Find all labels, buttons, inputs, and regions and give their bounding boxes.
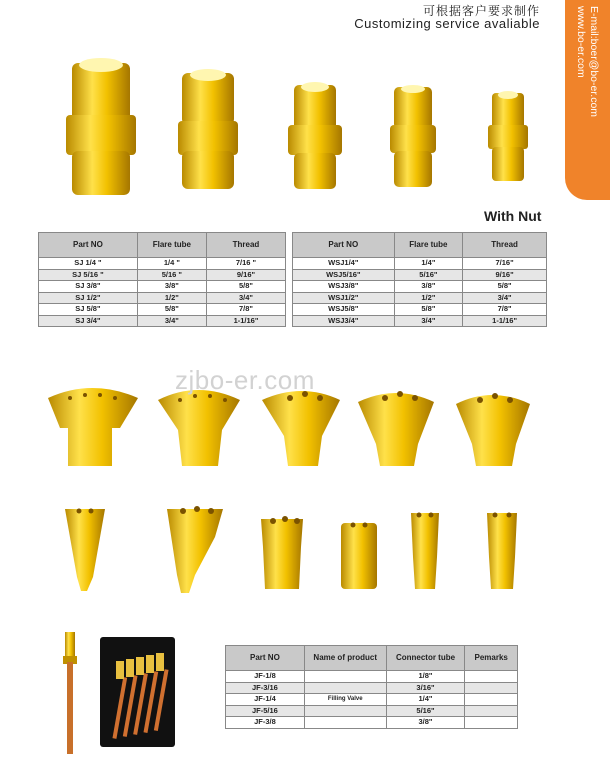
nozzle-6 — [65, 509, 105, 591]
cell: WSJ5/16" — [293, 269, 395, 281]
table-row — [293, 281, 547, 293]
cell: 5/8" — [137, 304, 206, 316]
nozzle-11 — [487, 513, 517, 589]
cell: 3/4" — [206, 292, 285, 304]
watermark: zjbo-er.com — [175, 365, 315, 395]
col-header: Thread — [206, 233, 285, 258]
table-row — [293, 315, 547, 327]
cell: 3/4" — [394, 315, 463, 327]
cell: 1/4" — [394, 258, 463, 270]
col-header: Part NO — [226, 646, 305, 671]
col-header: Thread — [463, 233, 547, 258]
table-jf — [225, 645, 518, 729]
filling-valve-photo — [55, 632, 85, 757]
col-header: Connector tube — [386, 646, 465, 671]
cell: WSJ5/8" — [293, 304, 395, 316]
cell: 9/16" — [206, 269, 285, 281]
table-row — [226, 682, 518, 694]
cell: 1-1/16" — [463, 315, 547, 327]
cell: 1/2" — [137, 292, 206, 304]
cell: WSJ1/2" — [293, 292, 395, 304]
table-row — [293, 269, 547, 281]
cell: JF-3/16 — [226, 682, 305, 694]
cell: SJ 5/8" — [39, 304, 138, 316]
col-header: Part NO — [293, 233, 395, 258]
cell: JF-3/8 — [226, 717, 305, 729]
nozzle-9 — [341, 523, 377, 589]
nozzle-photos-row2 — [55, 497, 535, 597]
table-row — [293, 304, 547, 316]
cell: 5/8" — [463, 281, 547, 293]
cell: 3/4" — [137, 315, 206, 327]
filling-valve-group-photo — [100, 637, 175, 747]
table-sj — [38, 232, 286, 327]
cell: 1/4" — [386, 694, 465, 706]
cell: 3/8" — [394, 281, 463, 293]
cell: SJ 1/2" — [39, 292, 138, 304]
cell: 1-1/16" — [206, 315, 285, 327]
cell: 5/16 " — [137, 269, 206, 281]
contact-tag-text — [574, 6, 600, 117]
cell: JF-5/16 — [226, 705, 305, 717]
cell: 7/8" — [463, 304, 547, 316]
table-row — [293, 292, 547, 304]
cell: 5/8" — [206, 281, 285, 293]
table-row — [39, 315, 286, 327]
nozzle-4 — [358, 393, 434, 466]
cell: SJ 3/4" — [39, 315, 138, 327]
col-header: Flare tube — [137, 233, 206, 258]
email-text: E-mail:boer@bo-er.com — [588, 6, 600, 118]
col-header: Part NO — [39, 233, 138, 258]
nozzle-10 — [411, 513, 439, 589]
cell: WSJ3/8" — [293, 281, 395, 293]
table-row — [39, 269, 286, 281]
cell — [304, 705, 386, 717]
table-row — [39, 281, 286, 293]
cell: 5/16" — [386, 705, 465, 717]
cell: 3/4" — [463, 292, 547, 304]
cell: WSJ1/4" — [293, 258, 395, 270]
cell: Filling Valve — [304, 694, 386, 706]
cell — [465, 694, 518, 706]
cell: 1/2" — [394, 292, 463, 304]
cell — [465, 717, 518, 729]
cell: 1/8" — [386, 671, 465, 683]
table-row — [226, 717, 518, 729]
cell: JF-1/4 — [226, 694, 305, 706]
col-header: Flare tube — [394, 233, 463, 258]
cell — [304, 682, 386, 694]
flare-union-photos — [60, 55, 540, 200]
cell: 7/16 " — [206, 258, 285, 270]
header-english: Customizing service avaliable — [354, 16, 540, 31]
cell: SJ 5/16 " — [39, 269, 138, 281]
nozzle-1 — [48, 388, 138, 466]
cell — [465, 705, 518, 717]
table-wsj — [292, 232, 547, 327]
fitting-sj-4 — [390, 85, 436, 187]
header-chinese: 可根据客户要求制作 — [422, 4, 540, 18]
nozzle-5 — [456, 395, 530, 466]
fitting-sj-5 — [488, 91, 528, 181]
cell: 3/8" — [137, 281, 206, 293]
cell: 5/16" — [394, 269, 463, 281]
cell: 3/8" — [386, 717, 465, 729]
cell — [304, 717, 386, 729]
table-row — [39, 292, 286, 304]
cell: 5/8" — [394, 304, 463, 316]
table-row — [226, 671, 518, 683]
table-row — [293, 258, 547, 270]
table-row — [226, 705, 518, 717]
table-row — [39, 258, 286, 270]
nozzle-2 — [158, 390, 240, 466]
cell: JF-1/8 — [226, 671, 305, 683]
fitting-sj-1 — [66, 58, 136, 195]
fitting-sj-2 — [178, 69, 238, 189]
cell — [465, 671, 518, 683]
cell: 7/16" — [463, 258, 547, 270]
cell: 1/4 " — [137, 258, 206, 270]
nozzle-3 — [262, 391, 340, 466]
nozzle-8 — [261, 519, 303, 589]
web-text: www.bo-er.com — [575, 6, 587, 78]
table-row — [226, 694, 518, 706]
fitting-sj-3 — [288, 82, 342, 189]
cell: 7/8" — [206, 304, 285, 316]
table-row — [39, 304, 286, 316]
cell: 9/16" — [463, 269, 547, 281]
cell: WSJ3/4" — [293, 315, 395, 327]
cell: SJ 3/8" — [39, 281, 138, 293]
cell: 3/16" — [386, 682, 465, 694]
section-title: With Nut — [484, 208, 542, 224]
col-header: Name of product — [304, 646, 386, 671]
nozzle-7 — [167, 509, 223, 593]
col-header: Pemarks — [465, 646, 518, 671]
cell — [304, 671, 386, 683]
cell — [465, 682, 518, 694]
cell: SJ 1/4 " — [39, 258, 138, 270]
